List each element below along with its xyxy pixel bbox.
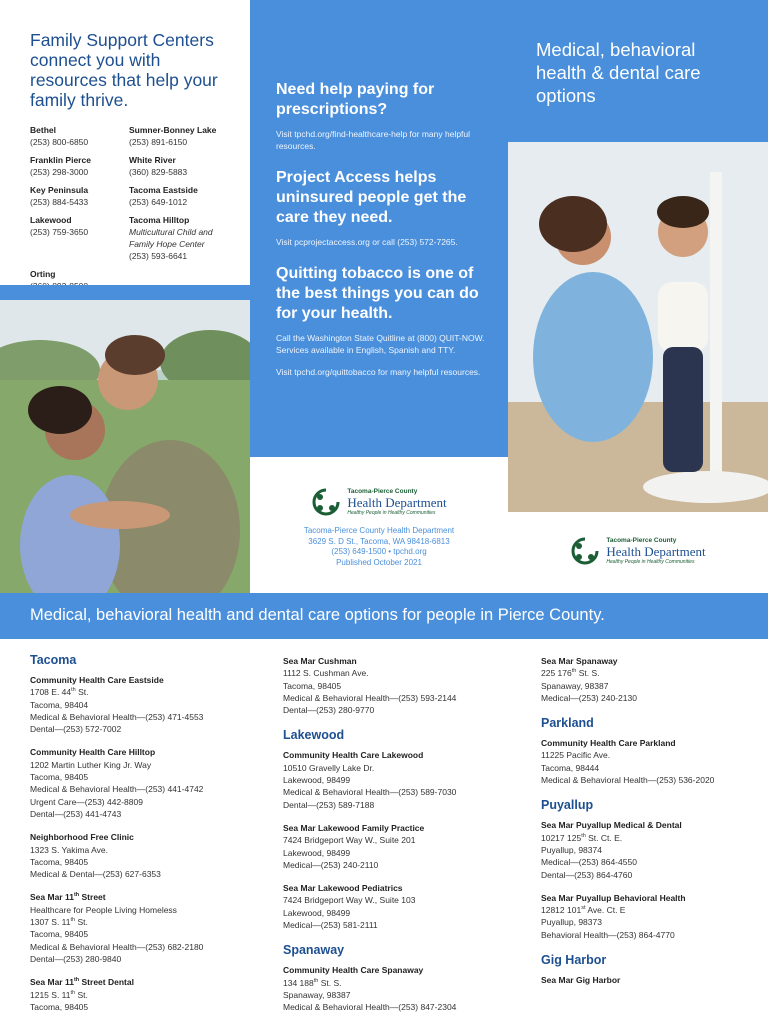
decorative-strip [0,285,250,300]
clinic-entry [30,831,260,880]
clinic-entry [283,822,518,871]
center-phone: (253) 593-6641 [129,251,188,261]
clinic-detail: Medical & Behavioral Health—(253) 847-2304 [283,1002,457,1013]
info-heading: Project Access helps uninsured people get the care they need. [276,169,467,226]
clinic-entry [283,882,518,931]
nurse-child-illustration [508,142,768,512]
clinic-name: Sea Mar 11th Street Dental [30,977,134,988]
clinic-entry [541,737,761,786]
center-name: White River [129,155,176,165]
nurse-child-photo [508,142,768,512]
clinic-name: Sea Mar 11th Street [30,892,106,903]
center-name: Orting [30,269,56,279]
center-phone: (253) 884-5433 [30,197,89,207]
clinic-detail: 10510 Gravelly Lake Dr. [283,762,375,773]
clinic-detail: Medical & Behavioral Health—(253) 536-2020 [541,775,715,786]
clinic-name: Sea Mar Lakewood Pediatrics [283,883,403,894]
clinic-detail: Tacoma, 98404 [30,699,89,710]
clinic-detail: Lakewood, 98499 [283,847,351,858]
health-department-logo [311,487,446,517]
family-support-center [129,154,239,178]
city-heading: Parkland [541,716,594,731]
center-name: Tacoma Eastside [129,185,198,195]
clinic-detail: Dental—(253) 441-4743 [30,808,122,819]
clinic-name: Sea Mar Gig Harbor [541,975,621,986]
center-phone: (253) 649-1012 [129,197,188,207]
city-heading: Tacoma [30,653,77,667]
center-name: Franklin Pierce [30,155,91,165]
listing-column-1 [30,652,260,1024]
clinic-detail: Medical & Dental—(253) 627-6353 [30,869,161,880]
clinic-detail: Lakewood, 98499 [283,907,351,918]
clinic-detail: Tacoma, 98405 [30,856,89,867]
clinic-detail: Medical & Behavioral Health—(253) 682-2180 [30,941,204,952]
cover-logo-block [508,512,768,593]
clinic-detail: Tacoma, 98405 [30,772,89,783]
clinic-name: Community Health Care Lakewood [283,750,424,761]
clinic-detail: Puyallup, 98374 [541,844,602,855]
clinic-detail: Medical & Behavioral Health—(253) 471-4553 [30,711,204,722]
clinic-name: Neighborhood Free Clinic [30,832,134,843]
clinic-detail: 225 176th St. S. [541,668,600,679]
family-support-center [129,124,239,148]
clinic-detail: Healthcare for People Living Homeless [30,904,177,915]
clinic-detail: Dental—(253) 280-9770 [283,705,375,716]
clinic-entry [541,819,761,880]
clinic-detail: Medical—(253) 240-2110 [283,859,379,870]
contact-address: 3629 S. D St., Tacoma, WA 98418-6813 [308,536,450,546]
clinic-detail: Dental—(253) 864-4760 [541,869,633,880]
city-heading: Gig Harbor [541,953,607,968]
center-phone: (253) 891-6150 [129,137,188,147]
center-phone: (253) 800-6850 [30,137,89,147]
info-paragraph: Visit pcprojectaccess.org or call (253) 572-7265. [276,237,458,247]
listing-banner [0,593,768,639]
center-name: Tacoma Hilltop [129,215,190,225]
clinic-detail: Tacoma, 98405 [30,929,89,940]
clinic-detail: 1202 Martin Luther King Jr. Way [30,759,152,770]
clinic-detail: Dental—(253) 589-7188 [283,799,375,810]
contact-phone-web: (253) 649-1500 • tpchd.org [331,547,427,556]
info-panel [250,0,508,457]
clinic-detail: Spanaway, 98387 [541,680,609,691]
city-heading: Lakewood [283,728,345,743]
clinic-detail: 1215 S. 11th St. [30,989,88,1000]
info-paragraph: Call the Washington State Quitline at (800) QUIT-NOW. Services available in English, Spanish and TTY. [276,333,485,355]
logo-top-text: Tacoma-Pierce County [347,487,418,495]
contact-block [250,457,508,593]
clinic-detail: 12812 101st Ave. Ct. E [541,905,626,916]
clinic-detail: Urgent Care—(253) 442-8809 [30,796,143,807]
clinic-name: Sea Mar Lakewood Family Practice [283,822,425,833]
info-heading: Need help paying for prescriptions? [276,81,435,118]
clinic-detail: 11225 Pacific Ave. [541,750,611,761]
clinic-entry [541,892,761,941]
info-paragraph: Visit tpchd.org/find-healthcare-help for many helpful resources. [276,129,471,151]
clinic-detail: 7424 Bridgeport Way W., Suite 201 [283,835,416,846]
family-support-center [30,214,129,262]
clinic-detail: 1708 E. 44th St. [30,687,89,698]
center-name: Bethel [30,125,56,135]
clinic-entry [30,674,260,735]
clinic-detail: Medical—(253) 240-2130 [541,692,637,703]
clinic-detail: Medical & Behavioral Health—(253) 441-4742 [30,784,204,795]
clinic-entry [30,976,260,1013]
family-support-center [30,124,129,148]
center-name: Sumner-Bonney Lake [129,125,217,135]
contact-info [250,526,508,568]
clinic-detail: 134 188th St. S. [283,977,342,988]
contact-published: Published October 2021 [336,557,422,567]
clinic-detail: Medical—(253) 864-4550 [541,857,637,868]
family-support-center [129,214,239,262]
clinic-name: Community Health Care Eastside [30,675,164,685]
clinic-name: Sea Mar Puyallup Medical & Dental [541,820,682,831]
clinic-detail: 1307 S. 11th St. [30,917,88,928]
center-phone: (253) 298-3000 [30,167,89,177]
clinic-detail: Medical—(253) 581-2111 [283,920,378,931]
family-support-title: Family Support Centers connect you with resources that help your family thrive. [30,30,218,110]
center-name: Key Peninsula [30,185,89,195]
clinic-detail: Medical & Behavioral Health—(253) 589-7030 [283,787,457,798]
clinic-entry [541,655,761,704]
family-support-center [30,184,129,208]
clinic-detail: Tacoma, 98405 [30,1001,89,1012]
clinic-detail: Medical & Behavioral Health—(253) 593-2144 [283,692,457,703]
clinic-entry [283,964,518,1013]
clinic-name: Sea Mar Puyallup Behavioral Health [541,892,686,903]
listing-column-3 [541,655,761,997]
listing-column-2 [283,655,518,1024]
logo-tagline: Healthy People in Healthy Communities [347,509,436,516]
info-heading: Quitting tobacco is one of the best things you can do for your health. [276,265,479,322]
clinic-detail: 1112 S. Cushman Ave. [283,668,369,679]
center-phone: (253) 759-3650 [30,227,89,237]
center-phone: (360) 829-5883 [129,167,188,177]
clinic-entry [541,974,761,986]
clinic-entry [283,749,518,810]
cover-health-department-logo [570,536,705,566]
health-department-logo-icon [311,487,341,517]
cover-logo-top-text: Tacoma-Pierce County [606,536,677,544]
logo-name: Health Department [347,494,447,510]
city-heading: Puyallup [541,798,594,813]
clinic-detail: Dental—(253) 572-7002 [30,724,122,735]
clinic-detail: 10217 125th St. Ct. E. [541,832,623,843]
info-paragraph: Visit tpchd.org/quittobacco for many helpful resources. [276,367,481,377]
clinic-detail: Dental—(253) 280-9840 [30,953,122,964]
clinic-name: Sea Mar Cushman [283,656,357,666]
clinic-entry [30,891,260,965]
city-heading: Spanaway [283,943,345,958]
clinic-entry [30,746,260,820]
clinic-detail: Tacoma, 98444 [541,762,600,773]
clinic-name: Community Health Care Spanaway [283,965,424,976]
family-support-panel [0,0,250,285]
family-support-center [30,154,129,178]
clinic-detail: Behavioral Health—(253) 864-4770 [541,929,675,940]
clinic-detail: Spanaway, 98387 [283,989,351,1000]
center-name: Lakewood [30,215,72,225]
cover-title: Medical, behavioral health & dental care options [536,39,701,106]
cover-logo-tagline: Healthy People in Healthy Communities [606,558,695,565]
mother-daughter-illustration [0,300,250,593]
cover-logo-icon [570,536,600,566]
info-sections [276,80,490,378]
clinic-detail: Puyallup, 98373 [541,917,602,928]
banner-text: Medical, behavioral health and dental care options for people in Pierce County. [30,606,605,624]
clinic-detail: 7424 Bridgeport Way W., Suite 103 [283,895,416,906]
cover-logo-name: Health Department [606,543,706,559]
cover-title-panel [508,0,768,142]
family-support-center [129,184,239,208]
clinic-detail: Lakewood, 98499 [283,775,351,786]
family-support-list [30,124,230,292]
clinic-name: Community Health Care Hilltop [30,747,156,758]
clinic-detail: Tacoma, 98405 [283,680,342,691]
contact-org: Tacoma-Pierce County Health Department [303,526,455,535]
clinic-name: Sea Mar Spanaway [541,656,618,666]
clinic-entry [283,655,518,716]
clinic-detail: 1323 S. Yakima Ave. [30,844,108,855]
clinic-name: Community Health Care Parkland [541,738,676,749]
center-note: Multicultural Child and Family Hope Center [129,227,213,249]
mother-daughter-photo [0,300,250,593]
